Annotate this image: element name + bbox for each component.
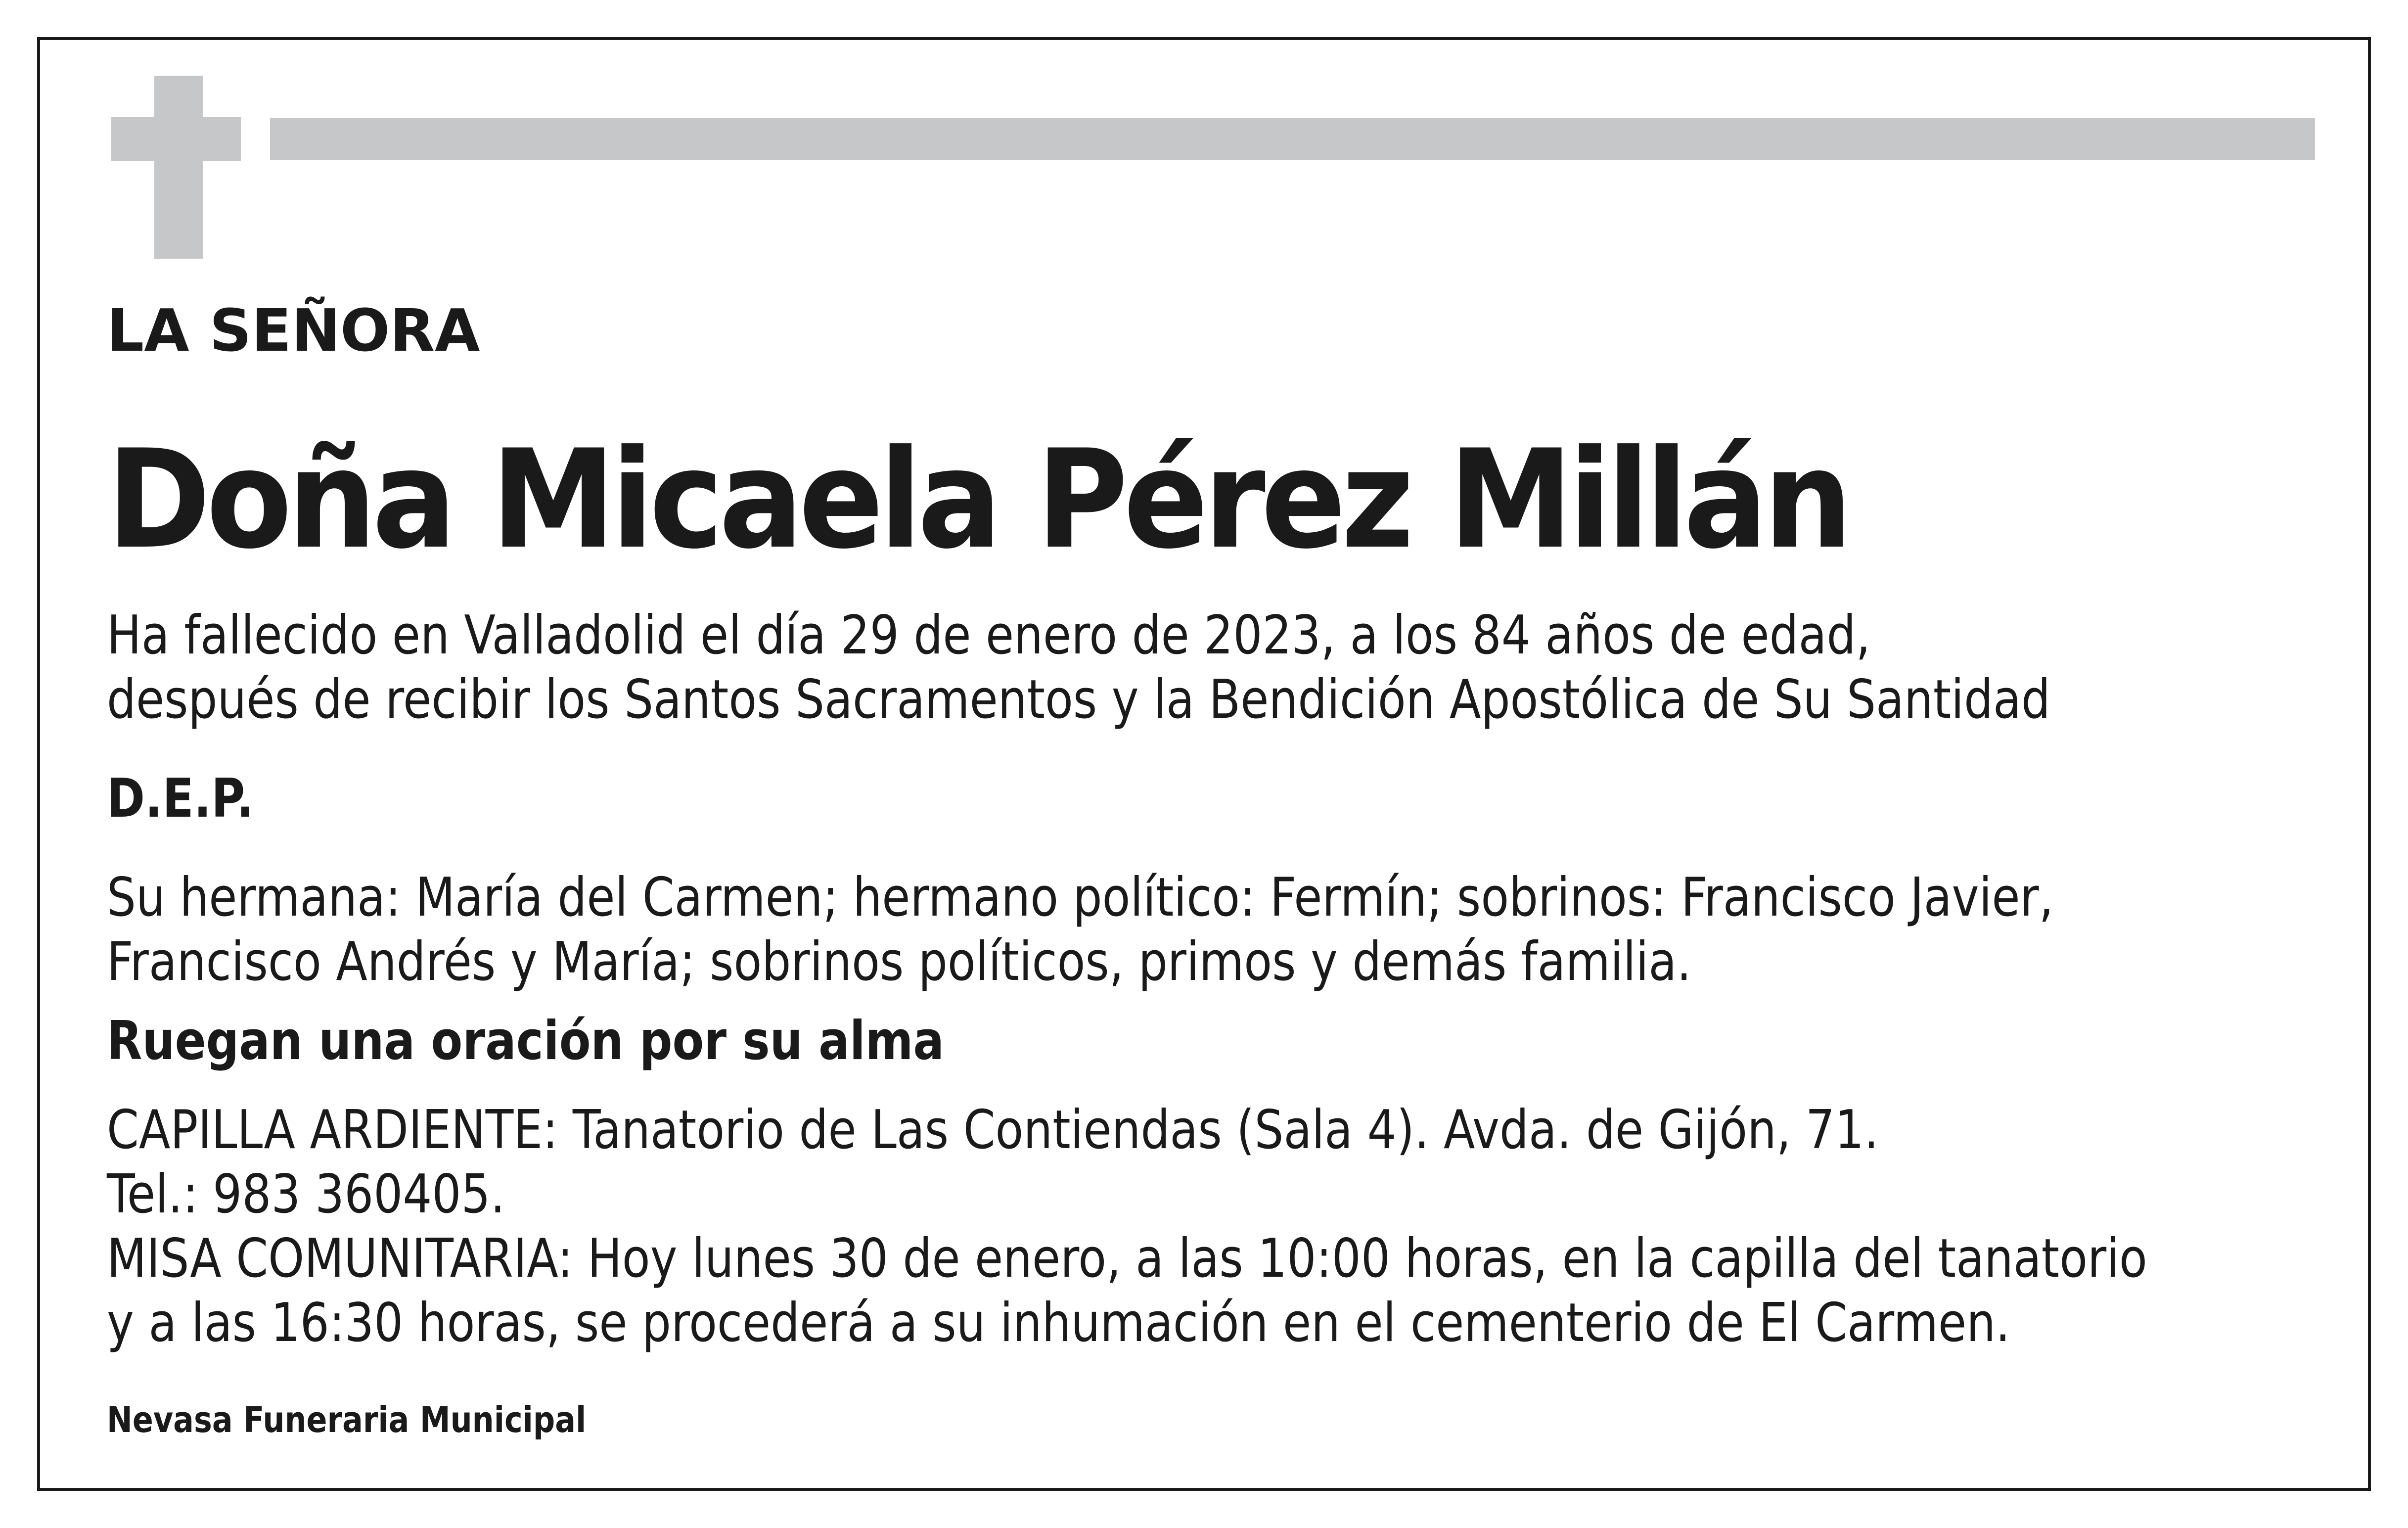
cross-horizontal-bar — [111, 117, 241, 161]
details-line: MISA COMUNITARIA: Hoy lunes 30 de enero, a las 10:00 horas, en la capilla del tanatorio — [107, 1228, 2147, 1290]
honorific-heading: LA SEÑORA — [107, 296, 480, 365]
family-line: Su hermana: María del Carmen; hermano político: Fermín; sobrinos: Francisco Javier, — [107, 867, 2054, 928]
details-line: Tel.: 983 360405. — [107, 1163, 505, 1225]
family-line: Francisco Andrés y María; sobrinos políticos, primos y demás familia. — [107, 931, 1691, 993]
details-line: CAPILLA ARDIENTE: Tanatorio de Las Contiendas (Sala 4). Avda. de Gijón, 71. — [107, 1099, 1879, 1161]
death-announcement — [107, 603, 2050, 732]
decorative-top-bar — [270, 118, 2315, 160]
dep-label: D.E.P. — [107, 768, 254, 830]
details-line: y a las 16:30 horas, se procederá a su inhumación en el cementerio de El Carmen. — [107, 1292, 2010, 1354]
deceased-name: Doña Micaela Pérez Millán — [107, 420, 1848, 579]
service-details — [107, 1098, 2147, 1355]
cross-vertical-bar — [154, 76, 203, 259]
prayer-request: Ruegan una oración por su alma — [107, 1010, 945, 1072]
announcement-line: Ha fallecido en Valladolid el día 29 de enero de 2023, a los 84 años de edad, — [107, 604, 1871, 666]
family-list — [107, 866, 2053, 994]
funeral-home-name: Nevasa Funeraria Municipal — [107, 1399, 587, 1440]
announcement-line: después de recibir los Santos Sacramentos y la Bendición Apostólica de Su Santidad — [107, 669, 2050, 731]
